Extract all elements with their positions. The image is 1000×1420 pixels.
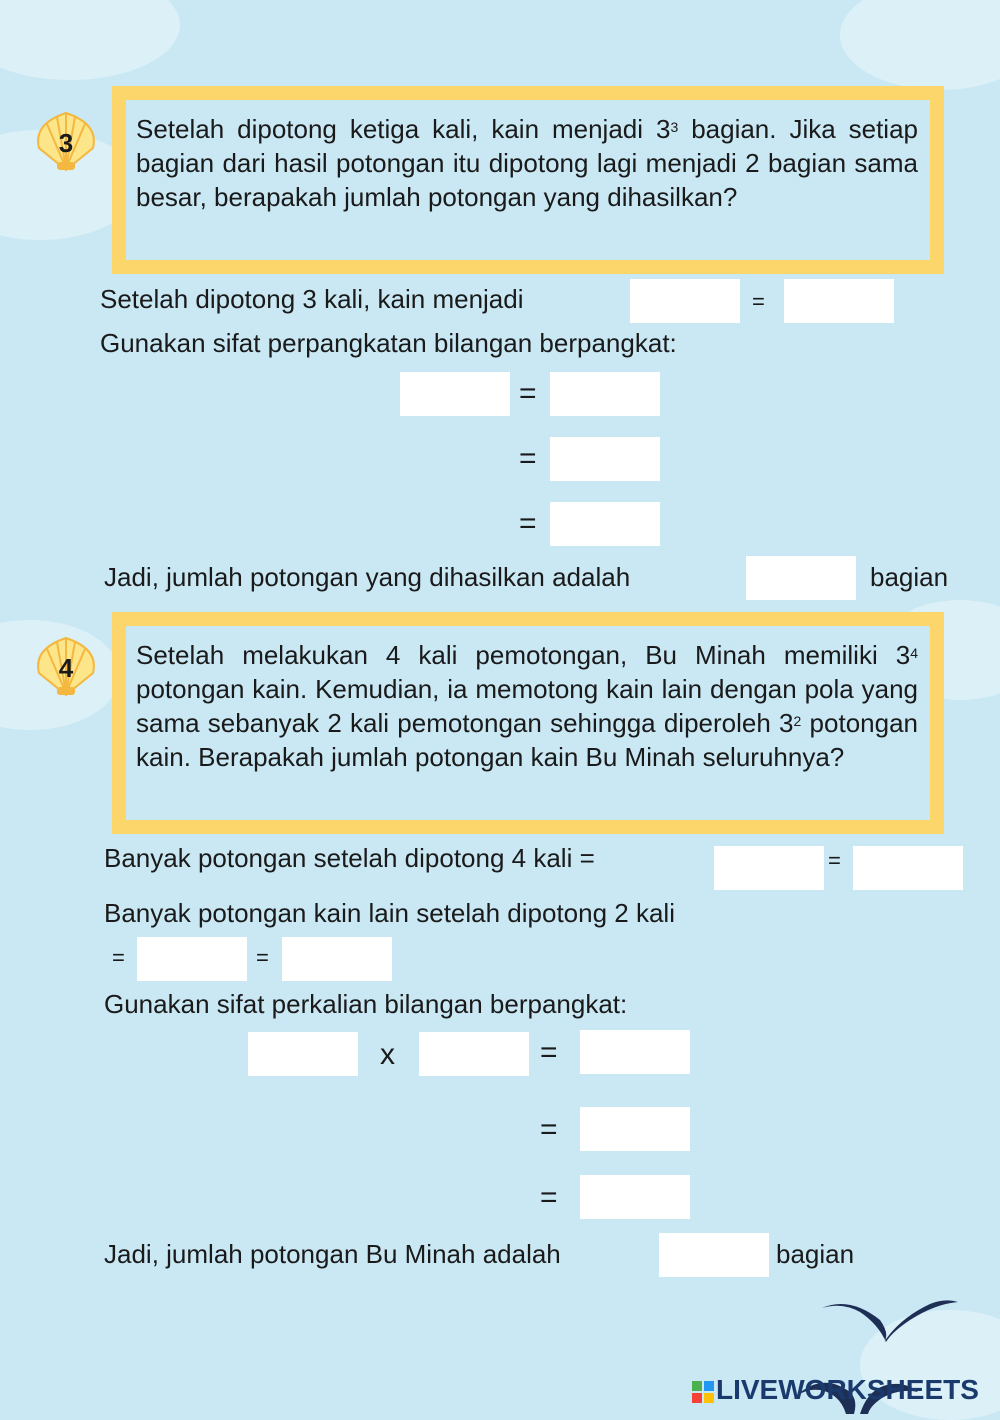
q4-conclusion: Jadi, jumlah potongan Bu Minah adalah xyxy=(104,1239,561,1269)
multiply-sign: x xyxy=(380,1038,395,1071)
q4-answer-value-2[interactable] xyxy=(282,937,392,981)
q4-step-1[interactable] xyxy=(580,1030,690,1074)
q3-step-3[interactable] xyxy=(550,502,660,546)
q4-step-3[interactable] xyxy=(580,1175,690,1219)
exponent: 3 xyxy=(670,119,679,135)
q4-line-2: Banyak potongan kain lain setelah dipotong 2 kali xyxy=(104,898,675,928)
cloud-top-left xyxy=(0,0,180,80)
equals-sign: = xyxy=(752,289,765,314)
q3-answer-power[interactable] xyxy=(630,279,740,323)
question-4-text: Setelah melakukan 4 kali pemotongan, Bu Minah memiliki $3^4$ potongan kain. Kemudian, ia memotong kain lain dengan pola yang sama sebanyak 2 kali pemotongan sehingga diperoleh $3^2$ potongan kain. Berapakah jumlah potongan kain Bu Minah seluruhnya? xyxy=(136,640,918,772)
exponent: 4 xyxy=(910,645,918,661)
brand-text: LIVEWORKSHEETS xyxy=(716,1374,979,1405)
question-number: 3 xyxy=(58,128,74,158)
q4-answer-power-2[interactable] xyxy=(137,937,247,981)
q4-line-1: Banyak potongan setelah dipotong 4 kali = xyxy=(104,843,595,873)
shell-badge-4 xyxy=(33,635,99,697)
equals-sign: = xyxy=(519,507,537,540)
equals-sign: = xyxy=(519,442,537,475)
q4-step-2[interactable] xyxy=(580,1107,690,1151)
q4-answer-value-1[interactable] xyxy=(853,846,963,890)
question-3-text: Setelah dipotong ketiga kali, kain menjadi $3^3$ bagian. Jika setiap bagian dari hasil potongan itu dipotong lagi menjadi 2 bagian sama besar, berapakah jumlah potongan yang dihasilkan? xyxy=(136,114,919,212)
q4-factor-2[interactable] xyxy=(419,1032,529,1076)
footer-brand xyxy=(692,1374,979,1406)
question-4-box xyxy=(112,612,944,834)
equals-sign: = xyxy=(828,848,841,873)
q4-line-3: Gunakan sifat perkalian bilangan berpangkat: xyxy=(104,989,628,1019)
q4-unit: bagian xyxy=(776,1239,855,1269)
q4-answer-power-1[interactable] xyxy=(714,846,824,890)
q3-final-answer[interactable] xyxy=(746,556,856,600)
q3-line-2: Gunakan sifat perpangkatan bilangan berpangkat: xyxy=(100,328,677,358)
q3-line-1: Setelah dipotong 3 kali, kain menjadi xyxy=(100,284,524,314)
q4-final-answer[interactable] xyxy=(659,1233,769,1277)
q3-unit: bagian xyxy=(870,562,949,592)
bird-icon xyxy=(820,1294,960,1344)
liveworksheets-logo-icon xyxy=(692,1381,714,1403)
equals-sign: = xyxy=(519,377,537,410)
cloud-top-right xyxy=(840,0,1000,90)
q3-step-left[interactable] xyxy=(400,372,510,416)
question-number: 4 xyxy=(58,653,74,683)
exponent: 2 xyxy=(793,713,802,729)
question-3-box xyxy=(112,86,944,274)
equals-sign: = xyxy=(540,1181,558,1214)
q3-step-1[interactable] xyxy=(550,372,660,416)
q3-answer-value[interactable] xyxy=(784,279,894,323)
q3-conclusion: Jadi, jumlah potongan yang dihasilkan adalah xyxy=(104,562,631,592)
shell-badge-3 xyxy=(33,110,99,172)
equals-sign: = xyxy=(540,1113,558,1146)
equals-sign: = xyxy=(540,1036,558,1069)
equals-sign: = xyxy=(256,945,269,970)
q4-factor-1[interactable] xyxy=(248,1032,358,1076)
equals-sign: = xyxy=(112,945,125,970)
q3-step-2[interactable] xyxy=(550,437,660,481)
